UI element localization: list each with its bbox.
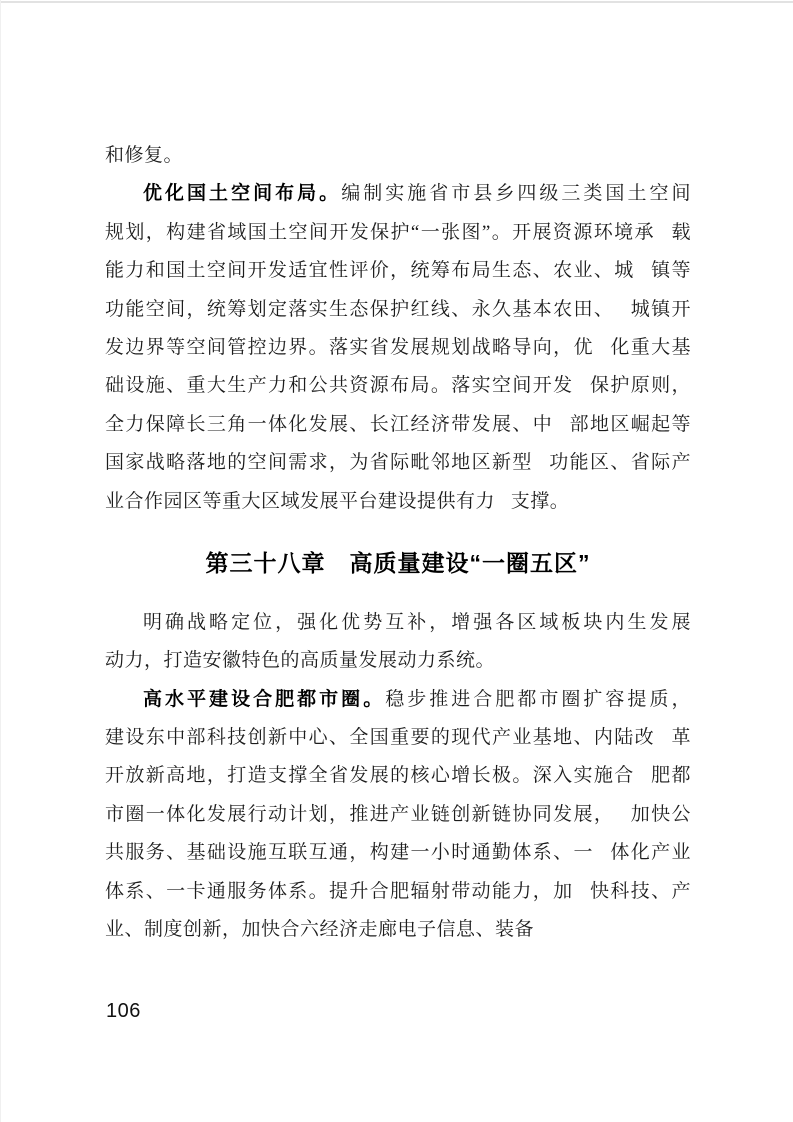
text-line: 国家战略落地的空间需求，为省际毗邻地区新型 功能区、省际产 [105,452,691,474]
chapter-heading: 第三十八章 高质量建设“一圈五区” [205,549,591,576]
text-line: 和修复。 [105,145,184,166]
text-line: 础设施、重大生产力和公共资源布局。落实空间开发 保护原则， [105,375,691,397]
text-line: 开放新高地，打造支撑全省发展的核心增长极。深入实施合 肥都 [105,765,691,787]
text-line: 能力和国土空间开发适宜性评价，统筹布局生态、农业、城 镇等 [105,260,691,282]
run-in-heading: 高水平建设合肥都市圈。 [143,688,386,710]
scan-left-edge-line [0,0,1,1122]
text-line: 市圈一体化发展行动计划，推进产业链创新链协同发展， 加快公 [105,803,691,825]
text-line: 动力，打造安徽特色的高质量发展动力系统。 [105,650,496,672]
page-number: 106 [106,1000,141,1022]
paragraphs-after-heading [105,604,691,950]
text-line: 规划，构建省域国土空间开发保护“一张图”。开展资源环境承 载 [105,221,691,243]
run-in-heading: 优化国土空间布局。 [143,183,342,205]
paragraphs-before-heading [105,137,691,521]
page-content [105,137,691,949]
text-line: 全力保障长三角一体化发展、长江经济带发展、中 部地区崛起等 [105,413,691,435]
text-line: 功能空间，统筹划定落实生态保护红线、永久基本农田、 城镇开 [105,298,691,320]
text-line: 共服务、基础设施互联互通，构建一小时通勤体系、一 体化产业 [105,842,691,864]
scan-top-edge-line [0,1,793,3]
text-line: 发边界等空间管控边界。落实省发展规划战略导向，优 化重大基 [105,336,691,358]
text-line: 高水平建设合肥都市圈。稳步推进合肥都市圈扩容提质， [143,688,691,710]
text-line: 体系、一卡通服务体系。提升合肥辐射带动能力，加 快科技、产 [105,880,691,902]
text-line: 业、制度创新，加快合六经济走廊电子信息、装备 [105,919,535,941]
text-line: 业合作园区等重大区域发展平台建设提供有力 支撑。 [105,490,570,512]
text-line: 优化国土空间布局。编制实施省市县乡四级三类国土空间 [143,183,691,205]
text-line: 建设东中部科技创新中心、全国重要的现代产业基地、内陆改 革 [105,727,691,749]
text-line: 明确战略定位，强化优势互补，增强各区域板块内生发展 [143,611,691,633]
